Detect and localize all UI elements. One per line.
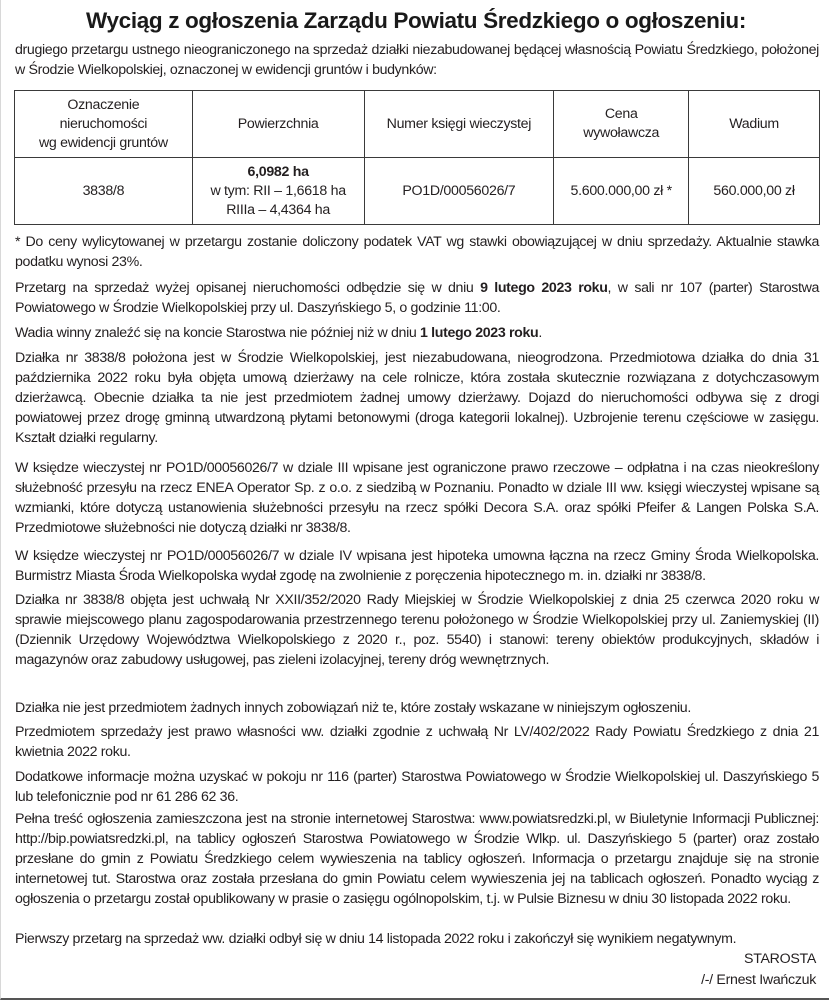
header-deposit: Wadium bbox=[689, 91, 820, 158]
announcement-title: Wyciąg z ogłoszenia Zarządu Powiatu Średzkiego o ogłoszeniu: bbox=[86, 8, 746, 33]
auction-text: Przetarg na sprzedaż wyżej opisanej nieruchomości odbędzie się w dniu bbox=[15, 280, 481, 296]
deposit-date: 1 lutego 2023 roku bbox=[420, 325, 539, 341]
first-auction-paragraph: Pierwszy przetarg na sprzedaż ww. działki odbył się w dniu 14 listopada 2022 roku i zakończył się wynikiem negatywnym. bbox=[15, 931, 737, 947]
header-designation-line: wg ewidencji gruntów bbox=[38, 134, 168, 151]
header-designation-line: Oznaczenie bbox=[67, 96, 140, 113]
signature bbox=[701, 949, 816, 991]
cell-land-register: PO1D/00056026/7 bbox=[364, 158, 554, 225]
intro-text: drugiego przetargu ustnego nieograniczonego na sprzedaż działki niezabudowanej będącej własnością Powiatu Średzkiego, położonej w Środzie Wielkopolskiej, oznaczonej w ewidencji gruntów i budynków: bbox=[15, 42, 819, 78]
area-class-iiia: RIIIa – 4,4364 ha bbox=[226, 201, 330, 218]
land-register-section-3: W księdze wieczystej nr PO1D/00056026/7 w dziale III wpisane jest ograniczone prawo rzeczowe – odpłatna i na czas nieokreślony służebność przesyłu na rzecz ENEA Operator Sp. z o.o. z siedzibą w Poznaniu. Ponadto w dziale III ww. księgi wieczystej wpisane są wzmianki, które dotyczą ustanowienia służebności przesyłu na rzecz spółki Decora S.A. oraz spółki Pfeifer & Langen Polska S.A. Przedmiotowe służebności nie dotyczą działki nr 3838/8. bbox=[15, 460, 819, 536]
header-land-register: Numer księgi wieczystej bbox=[364, 91, 554, 158]
header-price bbox=[554, 91, 689, 158]
header-designation bbox=[15, 91, 193, 158]
header-designation-line: nieruchomości bbox=[59, 115, 148, 132]
table-row bbox=[15, 158, 820, 225]
area-total: 6,0982 ha bbox=[247, 163, 309, 180]
signature-role: STAROSTA bbox=[744, 951, 816, 967]
table-header-row bbox=[15, 91, 820, 158]
auction-info bbox=[15, 278, 819, 318]
publication-paragraph: Pełna treść ogłoszenia zamieszczona jest na stronie internetowej Starostwa: www.powiatsredzki.pl, w Biuletynie Informacji Publicznej: http://bip.powiatsredzki.pl, na tablicy ogłoszeń Starostwa Powiatowego w Środzie Wlkp. ul. Daszyńskiego 5 (parter) oraz zostało przesłane do gmin z Powiatu Średzkiego celem wywieszenia na tablicy ogłoszeń. Informacja o przetargu znajduje się na stronie internetowej tut. Starostwa oraz została przesłana do gmin Powiatu celem wywieszenia jej na tablicach ogłoszeń. Ponadto wyciąg z ogłoszenia o przetargu został opublikowany w prasie o zasięgu ogólnopolskim, t.j. w Pulsie Biznesu w dniu 30 listopada 2022 roku. bbox=[15, 811, 819, 907]
header-price-line: Cena bbox=[604, 106, 638, 122]
auction-text-after: , w sali nr 107 (parter) Starostwa Powiatowego w Środzie Wielkopolskiej przy ul. Daszyńskiego 5, o godzinie 11:00. bbox=[15, 280, 820, 316]
deposit-text: Wadia winny znaleźć się na koncie Starostwa nie później niż w dniu bbox=[15, 325, 421, 341]
auction-date: 9 lutego 2023 roku bbox=[480, 280, 608, 296]
zoning-paragraph: Działka nr 3838/8 objęta jest uchwałą Nr XXII/352/2020 Rady Miejskiej w Środzie Wielkopolskiej z dnia 25 czerwca 2020 roku w sprawie miejscowego planu zagospodarowania przestrzennego terenu położonego w Środzie Wielkopolskiej przy ul. Zaniemyskiej (II) (Dziennik Urzędowy Województwa Wielkopolskiego z 2020 r., poz. 5540) i stanowi: tereny obiektów produkcyjnych, składów i magazynów oraz zabudowy usługowej, pas zieleni izolacyjnej, tereny dróg wewnętrznych. bbox=[15, 592, 819, 668]
property-table bbox=[14, 90, 820, 225]
land-register-section-4: W księdze wieczystej nr PO1D/00056026/7 w dziale IV wpisana jest hipoteka umowna łączna na rzecz Gminy Środa Wielkopolska. Burmistrz Miasta Środa Wielkopolska wydał zgodę na zwolnienie z poręczenia hipotecznego m. in. działki nr 3838/8. bbox=[15, 548, 819, 584]
cell-area bbox=[192, 158, 364, 225]
cell-deposit: 560.000,00 zł bbox=[689, 158, 820, 225]
description-paragraph: Działka nr 3838/8 położona jest w Środzie Wielkopolskiej, jest niezabudowana, nieogrodzona. Przedmiotowa działka do dnia 31 października 2022 roku była objęta umową dzierżawy na cele rolnicze, która została skutecznie rozwiązana z dotychczasowym dzierżawcą. Obecnie działka ta nie jest przedmiotem żadnej umowy dzierżawy. Dojazd do nieruchomości odbywa się z drogi powiatowej przez drogę gminną utwardzoną płytami betonowymi (droga kategorii lokalnej). Uzbrojenie terenu częściowe w zasięgu. Kształt działki regularny. bbox=[15, 350, 819, 446]
deposit-note bbox=[15, 323, 819, 343]
signature-name: /-/ Ernest Iwańczuk bbox=[701, 972, 816, 988]
cell-designation: 3838/8 bbox=[15, 158, 193, 225]
header-area: Powierzchnia bbox=[192, 91, 364, 158]
contact-paragraph: Dodatkowe informacje można uzyskać w pokoju nr 116 (parter) Starostwa Powiatowego w Środzie Wielkopolskiej ul. Daszyńskiego 5 lub telefonicznie pod nr 61 286 62 36. bbox=[15, 769, 819, 805]
vat-note: * Do ceny wylicytowanej w przetargu zostanie doliczony podatek VAT wg stawki obowiązującej w dniu sprzedaży. Aktualnie stawka podatku wynosi 23%. bbox=[15, 234, 819, 270]
header-price-line: wywoławcza bbox=[583, 125, 660, 141]
cell-price: 5.600.000,00 zł * bbox=[554, 158, 689, 225]
obligations-paragraph: Działka nie jest przedmiotem żadnych innych zobowiązań niż te, które zostały wskazane w niniejszym ogłoszeniu. bbox=[15, 700, 691, 716]
area-class-ii: w tym: RII – 1,6618 ha bbox=[210, 182, 346, 199]
deposit-text-after: . bbox=[538, 325, 542, 341]
ownership-paragraph: Przedmiotem sprzedaży jest prawo własności ww. działki zgodnie z uchwałą Nr LV/402/2022 Rady Powiatu Średzkiego z dnia 21 kwietnia 2022 roku. bbox=[15, 724, 819, 760]
